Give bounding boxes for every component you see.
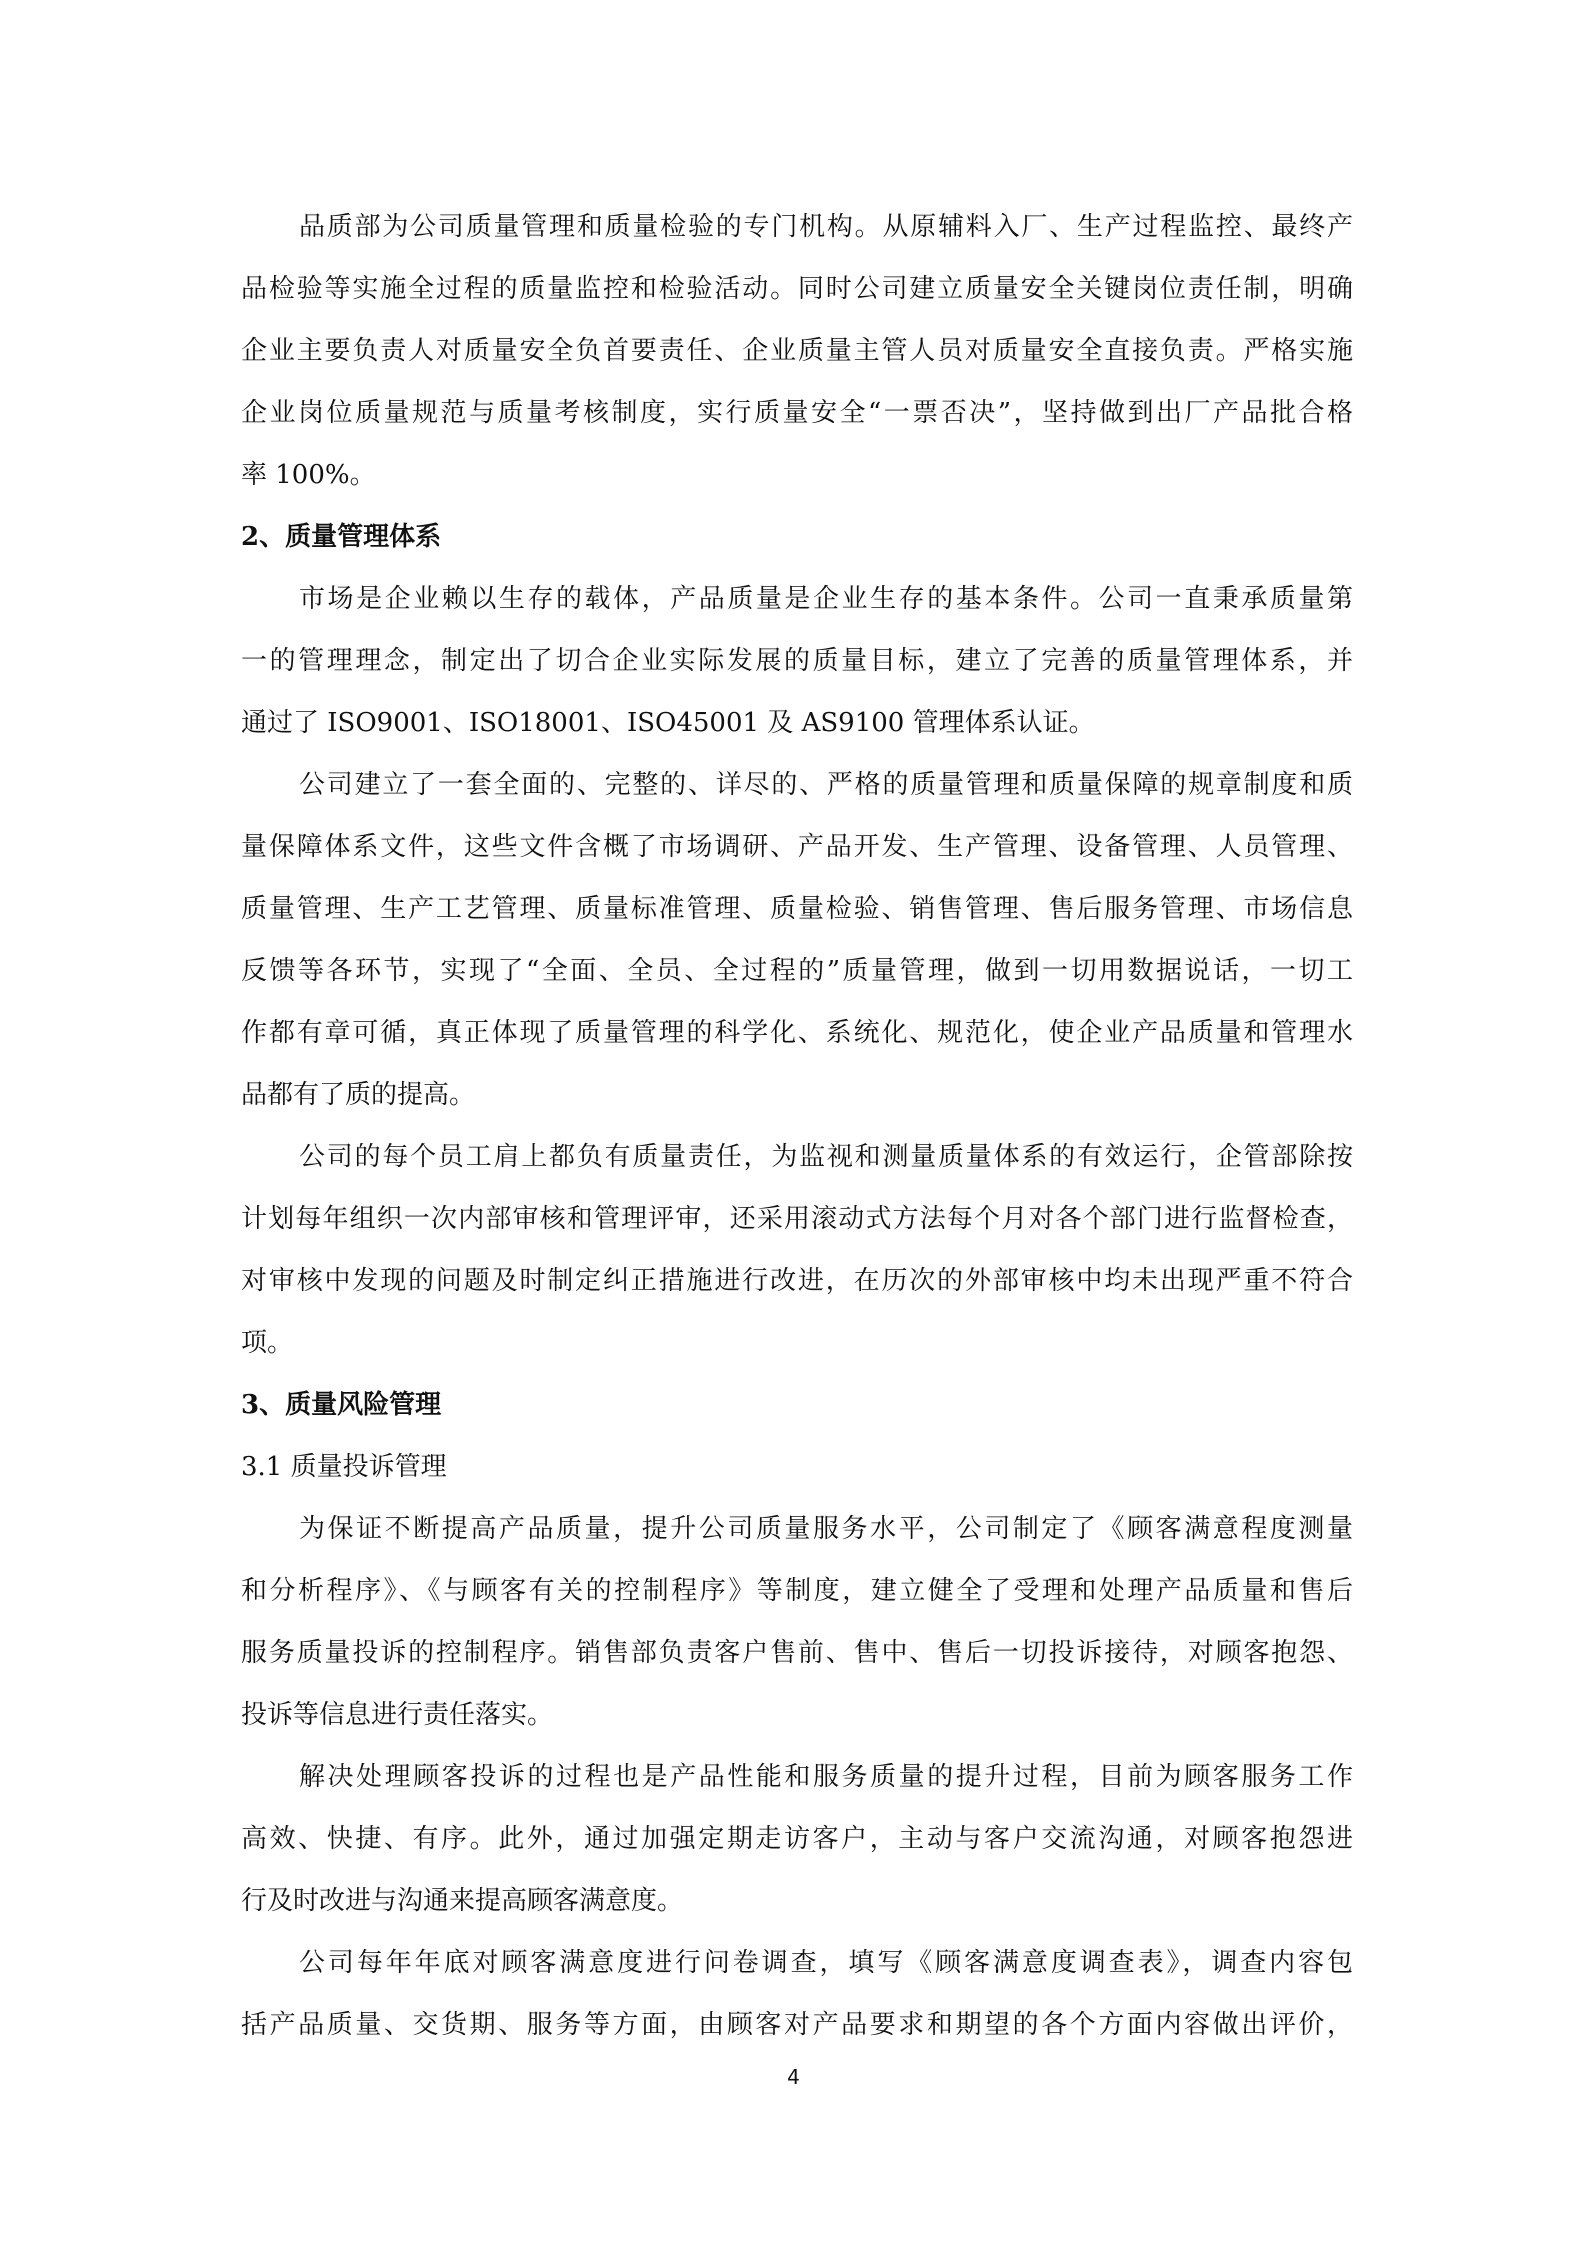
text-line: 项。 bbox=[241, 1328, 294, 1358]
document-page bbox=[241, 196, 1353, 2056]
text-line: 和分析程序》、《与顾客有关的控制程序》等制度，建立健全了受理和处理产品质量和售后 bbox=[241, 1576, 1353, 1606]
paragraph-complaints bbox=[241, 1498, 1353, 1746]
text-line: 行及时改进与沟通来提高顾客满意度。 bbox=[241, 1886, 684, 1916]
text-line: 量保障体系文件，这些文件含概了市场调研、产品开发、生产管理、设备管理、人员管理、 bbox=[241, 832, 1353, 862]
text-line: 括产品质量、交货期、服务等方面，由顾客对产品要求和期望的各个方面内容做出评价， bbox=[241, 2010, 1353, 2040]
text-line: 一的管理理念，制定出了切合企业实际发展的质量目标，建立了完善的质量管理体系，并 bbox=[241, 646, 1353, 676]
paragraph-regulations bbox=[241, 754, 1353, 1126]
section-heading-quality-system: 2、质量管理体系 bbox=[241, 522, 442, 552]
text-line: 品检验等实施全过程的质量监控和检验活动。同时公司建立质量安全关键岗位责任制，明确 bbox=[241, 274, 1353, 304]
text-line: 公司建立了一套全面的、完整的、详尽的、严格的质量管理和质量保障的规章制度和质 bbox=[299, 770, 1353, 800]
text-line: 反馈等各环节，实现了“全面、全员、全过程的”质量管理，做到一切用数据说话，一切工 bbox=[241, 956, 1353, 986]
text-line: 公司每年年底对顾客满意度进行问卷调查，填写《顾客满意度调查表》，调查内容包 bbox=[299, 1948, 1353, 1978]
text-line: 品质部为公司质量管理和质量检验的专门机构。从原辅料入厂、生产过程监控、最终产 bbox=[299, 212, 1353, 242]
text-line: 解决处理顾客投诉的过程也是产品性能和服务质量的提升过程，目前为顾客服务工作 bbox=[299, 1762, 1353, 1792]
page-number: 4 bbox=[787, 2065, 800, 2089]
paragraph-market bbox=[241, 568, 1353, 754]
text-line: 对审核中发现的问题及时制定纠正措施进行改进，在历次的外部审核中均未出现严重不符合 bbox=[241, 1266, 1353, 1296]
paragraph-audit bbox=[241, 1126, 1353, 1374]
text-line: 公司的每个员工肩上都负有质量责任，为监视和测量质量体系的有效运行，企管部除按 bbox=[299, 1142, 1353, 1172]
paragraph-survey bbox=[241, 1932, 1353, 2056]
text-line: 市场是企业赖以生存的载体，产品质量是企业生存的基本条件。公司一直秉承质量第 bbox=[299, 584, 1353, 614]
text-line: 企业主要负责人对质量安全负首要责任、企业质量主管人员对质量安全直接负责。严格实施 bbox=[241, 336, 1353, 366]
text-line: 作都有章可循，真正体现了质量管理的科学化、系统化、规范化，使企业产品质量和管理水 bbox=[241, 1018, 1353, 1048]
text-line: 计划每年组织一次内部审核和管理评审，还采用滚动式方法每个月对各个部门进行监督检查， bbox=[241, 1204, 1353, 1234]
text-line: 品都有了质的提高。 bbox=[241, 1080, 476, 1110]
text-line: 投诉等信息进行责任落实。 bbox=[241, 1700, 554, 1730]
paragraph-intro bbox=[241, 196, 1353, 506]
text-line: 企业岗位质量规范与质量考核制度，实行质量安全“一票否决”，坚持做到出厂产品批合格 bbox=[241, 398, 1353, 428]
text-line: 通过了 ISO9001、ISO18001、ISO45001 及 AS9100 管理体系认证。 bbox=[241, 708, 1095, 738]
section-heading-risk-management: 3、质量风险管理 bbox=[241, 1390, 442, 1420]
text-line: 高效、快捷、有序。此外，通过加强定期走访客户，主动与客户交流沟通，对顾客抱怨进 bbox=[241, 1824, 1353, 1854]
text-line: 为保证不断提高产品质量，提升公司质量服务水平，公司制定了《顾客满意程度测量 bbox=[299, 1514, 1353, 1544]
text-line: 服务质量投诉的控制程序。销售部负责客户售前、售中、售后一切投诉接待，对顾客抱怨、 bbox=[241, 1638, 1353, 1668]
text-line: 率 100%。 bbox=[241, 460, 376, 490]
text-line: 质量管理、生产工艺管理、质量标准管理、质量检验、销售管理、售后服务管理、市场信息 bbox=[241, 894, 1353, 924]
subsection-heading-complaints: 3.1 质量投诉管理 bbox=[241, 1452, 447, 1482]
paragraph-resolution bbox=[241, 1746, 1353, 1932]
